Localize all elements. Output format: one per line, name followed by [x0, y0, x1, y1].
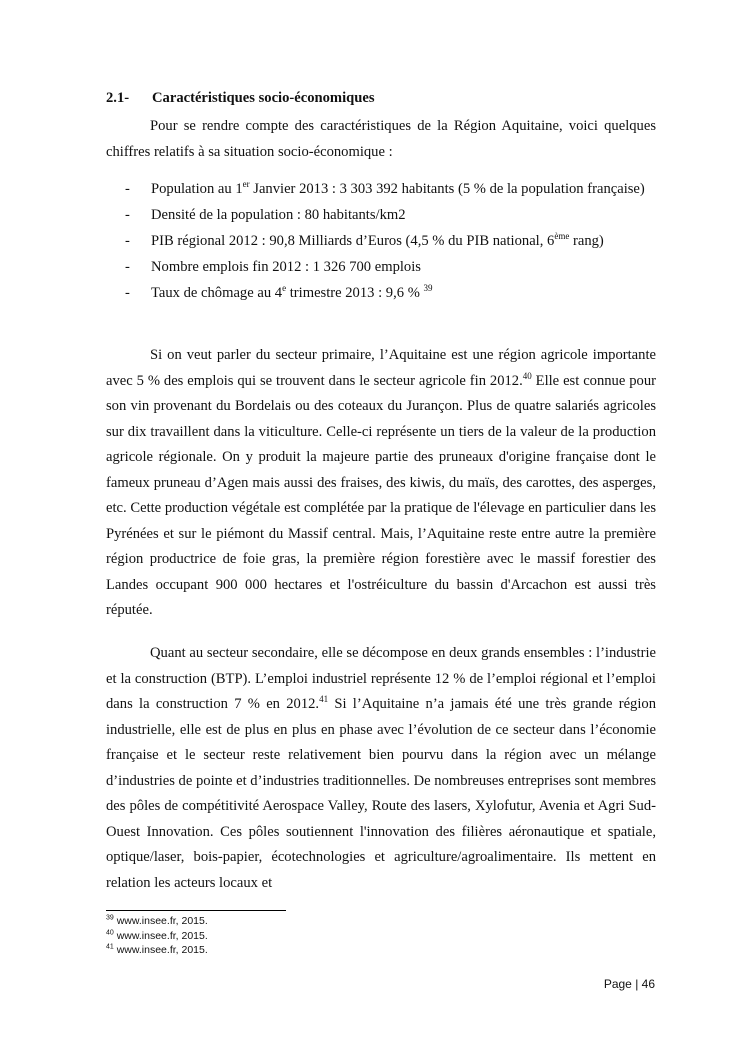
section-title: Caractéristiques socio-économiques — [152, 90, 375, 106]
footnote-ref: 39 — [423, 283, 433, 294]
list-item: - Nombre emplois fin 2012 : 1 326 700 emplois — [125, 259, 421, 275]
stats-list — [106, 176, 656, 306]
list-item: - PIB régional 2012 : 90,8 Milliards d’Euros (4,5 % du PIB national, 6ème rang) — [125, 231, 604, 249]
list-item: - Taux de chômage au 4e trimestre 2013 : 9,6 % $^{39}$ — [125, 283, 433, 301]
footnotes — [106, 914, 208, 958]
primary-sector-paragraph: Si on veut parler du secteur primaire, l’Aquitaine est une région agricole importante avec 5 % des emplois qui se trouvent dans le secteur agricole fin 2012.40 Elle est connue pour son vin provenant du Bordelais ou des coteaux du Jurançon. Plus de quatre salariés agricoles sur dix travaillent dans la viticulture. Celle-ci représente un tiers de la valeur de la production agricole régionale. On y produit la majeure partie des pruneaux d'origine française dont le fameux pruneau d’Agen mais aussi des fraises, des kiwis, du maïs, des carottes, des asperges, etc. Cette production végétale est complétée par la pratique de l'élevage en particulier dans les Pyrénées et sur le piémont du Massif central. Mais, l’Aquitaine reste entre autre la première région productrice de foie gras, la première région forestière avec le massif forestier des Landes occupant 900 000 hectares et l'ostréiculture du bassin d'Arcachon est aussi très réputée. — [106, 347, 656, 618]
footnote-divider — [106, 910, 286, 911]
footnote-ref: 41 — [319, 694, 329, 705]
footnote-ref: 40 — [522, 370, 532, 381]
intro-paragraph: Pour se rendre compte des caractéristiques de la Région Aquitaine, voici quelques chiffres relatifs à sa situation socio-économique : — [106, 118, 656, 160]
section-heading — [106, 88, 375, 108]
section-number: 2.1- — [106, 90, 130, 106]
page-number: Page | 46 — [603, 977, 655, 991]
footnote: $^{40}$ www.insee.fr, 2015. — [106, 929, 208, 942]
secondary-sector-paragraph: Quant au secteur secondaire, elle se décompose en deux grands ensembles : l’industrie et la construction (BTP). L’emploi industriel représente 12 % de l’emploi régional et l’emploi dans la construction 7 % en 2012.41 Si l’Aquitaine n’a jamais été une très grande région industrielle, elle est de plus en plus en phase avec l’évolution de ce secteur dans l’économie française et le secteur reste relativement bien pourvu dans la région avec un mélange d’industries de pointe et d’industries traditionnelles. De nombreuses entreprises sont membres des pôles de compétitivité Aerospace Valley, Route des lasers, Xylofutur, Avenia et Agri Sud-Ouest Innovation. Ces pôles soutiennent l'innovation des filières aéronautique et spatiale, optique/laser, bois-papier, écotechnologies et agriculture/agroalimentaire. Ils mettent en relation les acteurs locaux et — [106, 645, 656, 891]
list-item: - Densité de la population : 80 habitants/km2 — [125, 207, 406, 223]
list-item: - Population au 1er Janvier 2013 : 3 303 392 habitants (5 % de la population française) — [125, 179, 645, 197]
footnote: $^{39}$ www.insee.fr, 2015. — [106, 914, 208, 927]
footnote: $^{41}$ www.insee.fr, 2015. — [106, 943, 208, 956]
